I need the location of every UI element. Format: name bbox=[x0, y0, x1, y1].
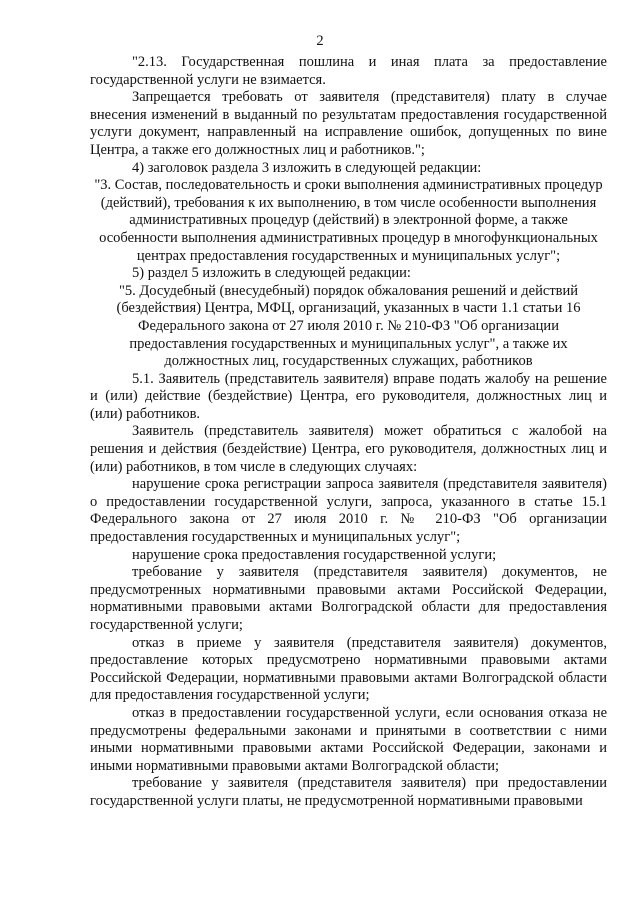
document-body bbox=[90, 52, 607, 811]
paragraph: 5) раздел 5 изложить в следующей редакции: bbox=[132, 265, 411, 282]
paragraph: Заявитель (представитель заявителя) может обратиться с жалобой на решения и действия (бездействие) Центра, его руководителя, должностных лиц и (или) работников, в том числе в следующих случаях: bbox=[90, 423, 607, 475]
list-item: требование у заявителя (представителя заявителя) при предоставлении государственной услуги платы, не предусмотренной нормативными правовыми bbox=[90, 775, 607, 809]
list-item: требование у заявителя (представителя заявителя) документов, не предусмотренных нормативными правовыми актами Российской Федерации, нормативными правовыми актами Волгоградской области для предоставления государственной услуги; bbox=[90, 564, 607, 633]
section-heading: "5. Досудебный (внесудебный) порядок обжалования решений и действий (бездействия) Центра, МФЦ, организаций, указанных в части 1.1 статьи 16 Федерального закона от 27 июля 2010 г. № 210-ФЗ "Об организации предоставления государственных и муниципальных услуг", а также их должностных лиц, государственных служащих, работников bbox=[116, 282, 581, 370]
paragraph: "2.13. Государственная пошлина и иная плата за предоставление государственной услуги не взимается. bbox=[90, 54, 607, 88]
paragraph: 4) заголовок раздела 3 изложить в следующей редакции: bbox=[132, 159, 482, 176]
paragraph: Запрещается требовать от заявителя (представителя) плату в случае внесения изменений в выданный по результатам предоставления государственной услуги документ, направленный на исправление ошибок, допущенных по вине Центра, а также его должностных лиц и работников."; bbox=[90, 89, 607, 158]
list-item: нарушение срока предоставления государственной услуги; bbox=[132, 546, 497, 563]
list-item: отказ в предоставлении государственной услуги, если основания отказа не предусмотрены федеральными законами и принятыми в соответствии с ними иными нормативными правовыми актами Российской Федерации, законами и иными нормативными правовыми актами Волгоградской области; bbox=[90, 704, 607, 774]
section-heading: "3. Состав, последовательность и сроки выполнения административных процедур (действий), требования к их выполнению, в том числе особенности выполнения административных процедур (действий) в электронной форме, а также особенности выполнения административных процедур в многофункциональных центрах предоставления государственных и муниципальных услуг"; bbox=[94, 177, 603, 264]
list-item: отказ в приеме у заявителя (представителя заявителя) документов, предоставление которых предусмотрено нормативными правовыми актами Российской Федерации, нормативными правовыми актами Волгоградской области для предоставления государственной услуги; bbox=[90, 634, 607, 704]
page-number: 2 bbox=[316, 33, 324, 49]
paragraph: 5.1. Заявитель (представитель заявителя) вправе подать жалобу на решение и (или) действие (бездействие) Центра, его руководителя, должностных лиц и (или) работников. bbox=[90, 370, 607, 422]
list-item: нарушение срока регистрации запроса заявителя (представителя заявителя) о предоставлении государственной услуги, запроса, указанного в статье 15.1 Федерального закона от 27 июля 2010 г. № 210-ФЗ "Об организации предоставления государственных и муниципальных услуг"; bbox=[90, 476, 607, 546]
